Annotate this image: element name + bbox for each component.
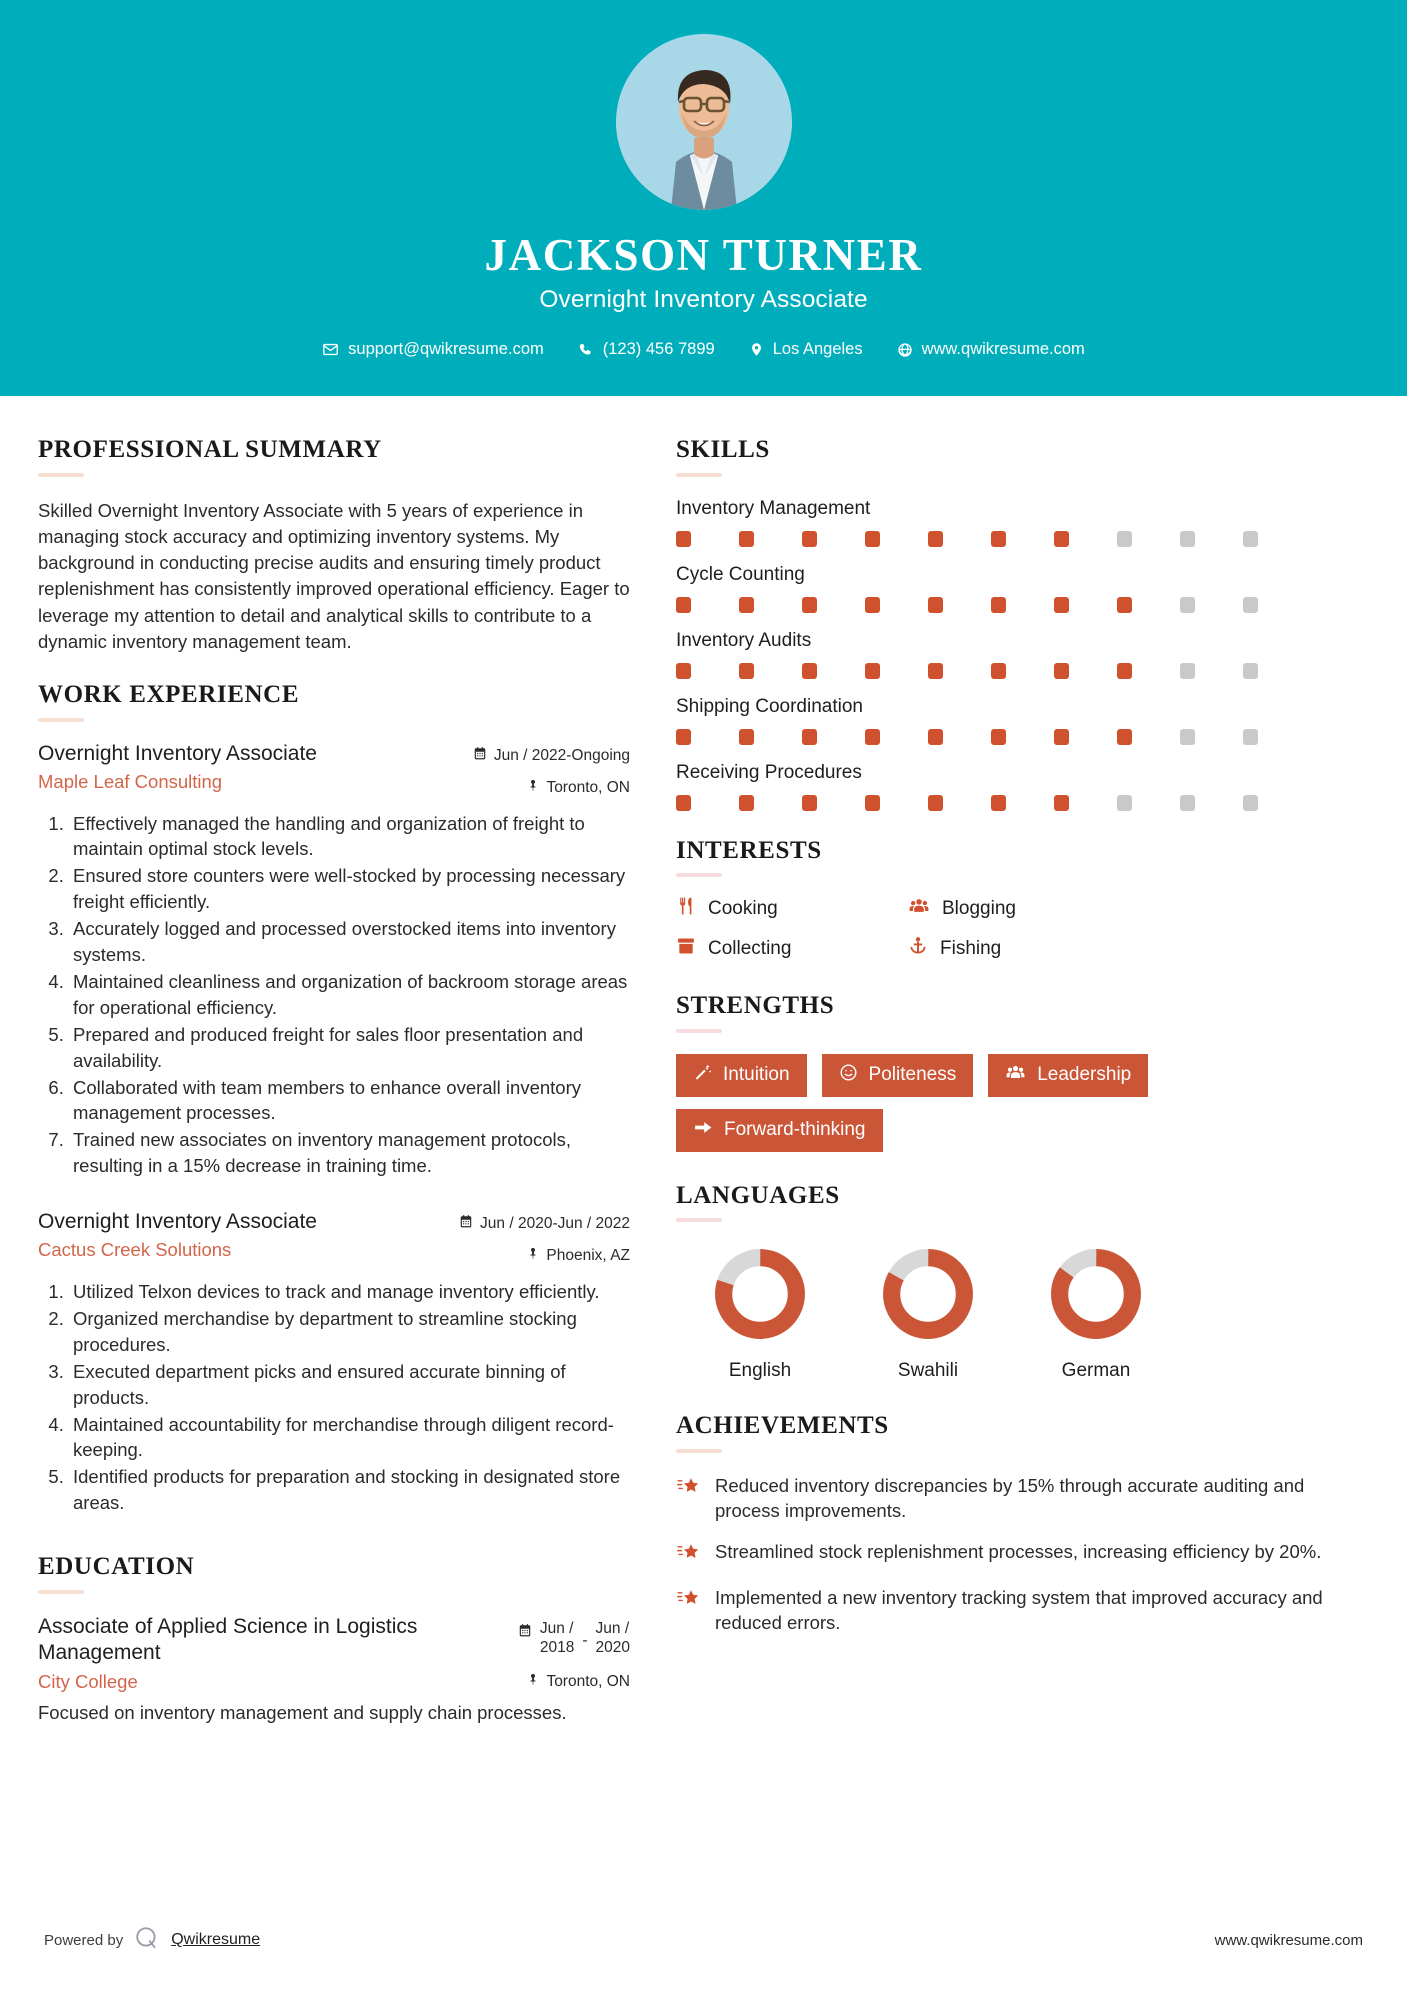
education-location [460,1672,630,1692]
section-title-summary: PROFESSIONAL SUMMARY [38,436,382,463]
skill-dot-empty [1243,531,1258,547]
language-label: English [728,1360,792,1381]
right-column [676,436,1369,1724]
shooting-star-icon [676,1539,701,1570]
skill-dot-filled [1054,597,1069,613]
skill-dot-filled [802,729,817,745]
smiley-face-icon [839,1063,858,1088]
section-strengths [676,992,1369,1152]
experience-bullet: 3. Executed department picks and ensured accurate binning of products. [69,1359,630,1411]
skill-dot-empty [1243,729,1258,745]
skill-item [676,630,1369,679]
location-pin-icon [749,341,764,358]
map-pin-icon [527,778,539,798]
resume-footer [0,1890,1407,1990]
experience-role: Overnight Inventory Associate [38,1210,317,1234]
footer-brand-link[interactable]: Qwikresume [171,1931,261,1948]
education-date-separator: - [582,1631,588,1649]
interest-item [908,936,1369,962]
skill-dot-filled [1117,663,1132,679]
skill-dot-empty [1117,795,1132,811]
skill-dot-filled [676,729,691,745]
skill-label: Inventory Management [676,497,871,519]
skill-dot-filled [739,597,754,613]
experience-dates [459,1214,630,1234]
contact-phone-label: (123) 456 7899 [602,340,715,359]
section-title-skills: SKILLS [676,436,770,463]
skill-item [676,564,1369,613]
education-entry [38,1614,630,1725]
skill-dot-filled [991,729,1006,745]
section-rule [38,1590,84,1594]
contact-location[interactable] [732,340,880,359]
skill-dot-filled [928,531,943,547]
experience-bullet: 1. Utilized Telxon devices to track and manage inventory efficiently. [69,1279,630,1305]
experience-bullet: 2. Organized merchandise by department to streamline stocking procedures. [69,1306,630,1358]
experience-company: Maple Leaf Consulting [38,770,223,792]
language-item [676,1246,844,1382]
experience-bullet: 2. Ensured store counters were well-stocked by processing necessary freight efficiently. [69,863,630,915]
skill-dot-filled [676,795,691,811]
experience-bullet: 5. Identified products for preparation and stocking in designated store areas. [69,1464,630,1516]
skill-rating-dots [676,663,1369,679]
experience-bullet: 7. Trained new associates on inventory management protocols, resulting in a 15% decrease in training time. [69,1127,630,1179]
skill-dot-filled [928,795,943,811]
experience-bullet-list [38,811,630,1179]
skill-dot-empty [1243,795,1258,811]
skill-dot-filled [865,663,880,679]
skill-dot-filled [928,729,943,745]
contact-email[interactable] [305,340,561,359]
experience-location [459,1246,630,1266]
section-rule [676,1218,722,1222]
strength-label: Politeness [868,1064,957,1085]
calendar-icon [518,1619,532,1644]
skill-item [676,696,1369,745]
skill-label: Inventory Audits [676,629,812,651]
skill-item [676,762,1369,811]
skill-dot-filled [802,531,817,547]
contact-website[interactable] [880,340,1102,359]
shooting-star-icon [676,1473,701,1504]
skill-dot-filled [865,729,880,745]
experience-bullet-list [38,1279,630,1516]
section-rule [676,473,722,477]
footer-powered-by [44,1925,260,1955]
skill-dot-filled [676,597,691,613]
skill-dot-filled [739,663,754,679]
achievement-text: Streamlined stock replenishment processes, increasing efficiency by 20%. [715,1540,1322,1562]
interests-grid [676,896,1369,962]
section-rule [38,473,84,477]
summary-text: Skilled Overnight Inventory Associate with 5 years of experience in managing stock accuracy and optimizing inventory systems. My background in conducting precise audits and ensuring timely product replenishment has consistently improved operational efficiency. Eager to leverage my attention to detail and analytical skills to contribute to a dynamic inventory management team. [38,499,630,652]
section-title-work: WORK EXPERIENCE [38,681,300,709]
education-date-start [540,1619,574,1659]
contact-email-label: support@qwikresume.com [348,340,544,359]
education-location-label: Toronto, ON [546,1673,630,1691]
skill-rating-dots [676,729,1369,745]
experience-bullet: 1. Effectively managed the handling and organization of freight to maintain optimal stock levels. [69,811,630,863]
map-pin-icon [527,1672,539,1692]
calendar-icon [473,746,487,766]
magic-wand-icon [693,1063,712,1088]
skill-dot-filled [1054,729,1069,745]
users-group-icon [908,896,930,922]
skill-dot-empty [1243,597,1258,613]
education-date-start-line2: 2018 [539,1639,575,1657]
interest-label: Collecting [708,938,792,959]
contact-location-label: Los Angeles [772,340,863,359]
skill-label: Cycle Counting [676,563,805,585]
education-school: City College [38,1671,138,1693]
education-date-end-line1: Jun / [595,1619,630,1637]
map-pin-icon [527,1246,539,1266]
experience-bullet: 5. Prepared and produced freight for sales floor presentation and availability. [69,1022,630,1074]
skill-dot-empty [1117,531,1132,547]
skill-dot-empty [1180,663,1195,679]
skill-dot-empty [1180,729,1195,745]
skill-dot-empty [1243,663,1258,679]
experience-entry [38,741,630,1179]
interest-label: Cooking [708,898,778,919]
section-rule [676,1449,722,1453]
arrow-right-icon [693,1118,713,1143]
experience-company: Cactus Creek Solutions [38,1239,232,1261]
qwikresume-logo-icon [134,1925,160,1955]
skill-dot-filled [676,531,691,547]
section-interests [676,837,1369,963]
section-rule [38,718,84,722]
interest-label: Blogging [942,898,1016,919]
experience-entry [38,1209,630,1516]
skill-label: Shipping Coordination [676,695,863,717]
resume-body [0,396,1407,1724]
experience-bullet: 4. Maintained cleanliness and organization of backroom storage areas for operational efficiency. [69,969,630,1021]
skill-dot-filled [865,531,880,547]
footer-website[interactable]: www.qwikresume.com [1214,1931,1363,1949]
achievement-item [676,1585,1369,1636]
section-title-interests: INTERESTS [676,836,822,864]
section-title-strengths: STRENGTHS [676,992,835,1019]
cutlery-icon [676,896,696,922]
section-achievements [676,1412,1369,1636]
section-title-education: EDUCATION [38,1553,195,1581]
skill-dot-filled [1054,795,1069,811]
resume-header [0,0,1407,396]
skill-dot-filled [865,597,880,613]
section-title-languages: LANGUAGES [676,1181,840,1209]
shooting-star-icon [676,1585,701,1616]
achievement-item [676,1539,1369,1570]
interest-label: Fishing [940,938,1002,959]
strength-label: Intuition [723,1064,790,1085]
education-degree: Associate of Applied Science in Logistics Management [38,1614,418,1665]
skill-dot-filled [928,597,943,613]
candidate-name: JACKSON TURNER [484,230,923,280]
section-languages [676,1182,1369,1383]
skill-dot-filled [802,795,817,811]
education-description: Focused on inventory management and supply chain processes. [38,1702,567,1724]
section-work-experience [38,681,630,1516]
languages-list [676,1246,1369,1382]
skill-dot-filled [1054,663,1069,679]
skill-dot-filled [1117,597,1132,613]
experience-bullet: 4. Maintained accountability for merchandise through diligent record-keeping. [69,1412,630,1464]
achievements-list [676,1473,1369,1636]
contact-phone[interactable] [561,340,732,359]
skill-dot-filled [991,531,1006,547]
strength-chip [676,1054,807,1097]
globe-icon [897,342,913,358]
section-rule [676,873,722,877]
experience-bullet: 6. Collaborated with team members to enhance overall inventory management processes. [69,1075,630,1127]
skill-dot-filled [739,531,754,547]
experience-location-label: Toronto, ON [546,778,630,796]
skill-dot-filled [739,729,754,745]
skill-dot-filled [739,795,754,811]
education-dates [460,1619,630,1659]
envelope-icon [322,341,339,358]
section-rule [676,1029,722,1033]
skill-rating-dots [676,531,1369,547]
achievement-text: Reduced inventory discrepancies by 15% through accurate auditing and process improvements. [715,1474,1305,1522]
box-icon [676,936,696,962]
skill-label: Receiving Procedures [676,761,862,783]
calendar-icon [459,1214,473,1234]
skill-dot-filled [802,597,817,613]
strength-chip [988,1054,1148,1097]
skill-dot-empty [1180,795,1195,811]
interest-item [908,896,1369,922]
skill-dot-filled [991,795,1006,811]
contact-row [305,340,1102,359]
language-donut-chart [880,1246,976,1342]
contact-website-label: www.qwikresume.com [921,340,1085,359]
skill-dot-filled [991,663,1006,679]
skill-dot-empty [1180,597,1195,613]
skill-item [676,498,1369,547]
experience-dates [460,746,630,766]
language-item [844,1246,1012,1382]
skill-dot-filled [991,597,1006,613]
skill-dot-filled [802,663,817,679]
language-label: German [1061,1360,1131,1381]
strength-chip [676,1109,883,1152]
skill-dot-filled [865,795,880,811]
section-education [38,1553,630,1724]
education-date-end [596,1619,630,1659]
anchor-icon [908,936,928,962]
strength-chip [822,1054,974,1097]
skill-dot-filled [1117,729,1132,745]
skill-rating-dots [676,795,1369,811]
section-skills [676,436,1369,811]
skill-dot-filled [928,663,943,679]
experience-role: Overnight Inventory Associate [38,741,317,765]
experience-location [460,778,630,798]
education-date-end-line2: 2020 [595,1639,630,1657]
achievement-item [676,1473,1369,1524]
experience-location-label: Phoenix, AZ [546,1247,630,1265]
language-donut-chart [1048,1246,1144,1342]
skill-rating-dots [676,597,1369,613]
language-label: Swahili [897,1360,959,1381]
language-donut-chart [712,1246,808,1342]
left-column [38,436,630,1724]
strengths-list [676,1054,1369,1152]
users-group-icon [1005,1063,1026,1088]
section-title-achievements: ACHIEVEMENTS [676,1412,889,1439]
footer-powered-by-label: Powered by [44,1931,124,1949]
education-date-start-line1: Jun / [539,1619,574,1637]
candidate-job-title: Overnight Inventory Associate [539,286,868,314]
interest-item [676,936,908,962]
language-item [1012,1246,1180,1382]
section-professional-summary [38,436,630,655]
skill-dot-filled [1054,531,1069,547]
experience-bullet: 3. Accurately logged and processed overstocked items into inventory systems. [69,916,630,968]
achievement-text: Implemented a new inventory tracking system that improved accuracy and reduced errors. [715,1586,1323,1634]
strength-label: Leadership [1037,1064,1132,1085]
avatar [616,34,792,210]
phone-icon [578,342,594,358]
strength-label: Forward-thinking [724,1119,866,1140]
skill-dot-empty [1180,531,1195,547]
skill-dot-filled [676,663,691,679]
interest-item [676,896,908,922]
experience-dates-label: Jun / 2020-Jun / 2022 [480,1215,630,1233]
experience-dates-label: Jun / 2022-Ongoing [493,746,630,764]
